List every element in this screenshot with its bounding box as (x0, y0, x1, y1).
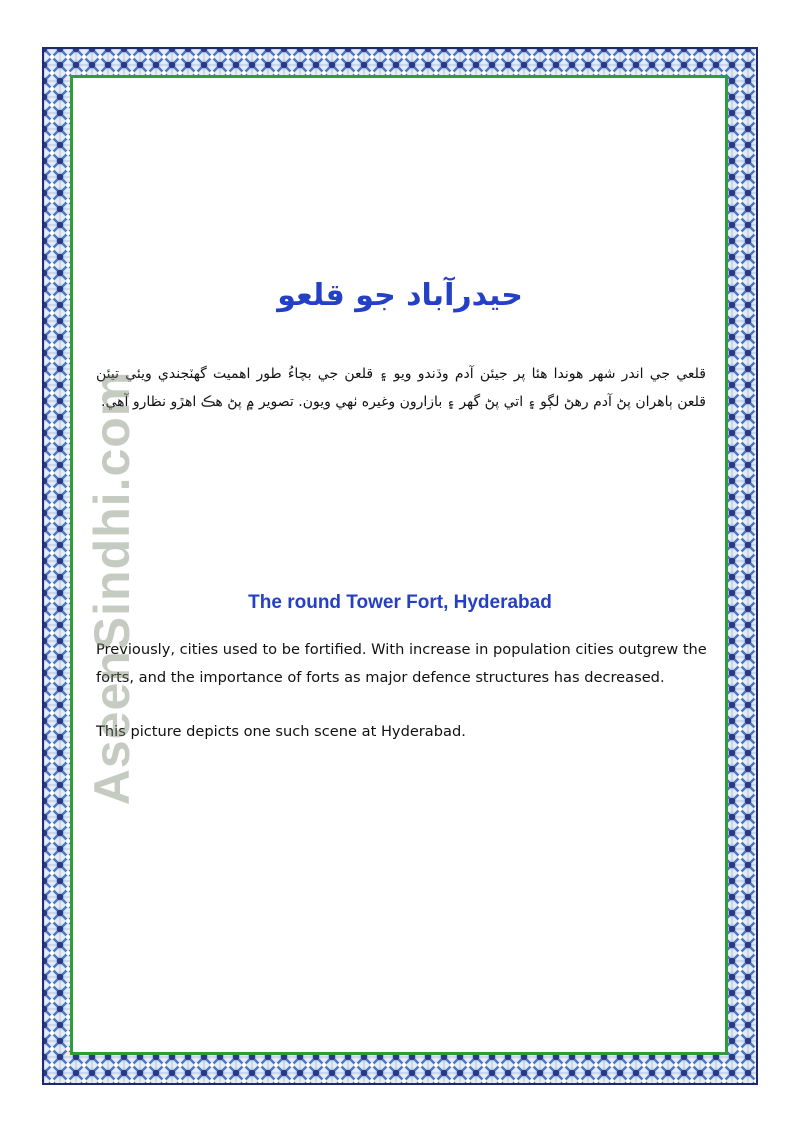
sindhi-paragraph: قلعي جي اندر شهر هوندا هئا پر جيئن آدم وڌندو ويو ۽ قلعن جي بچاءُ طور اهميت گهٽجندي ويئي تيئن قلعن ٻاهران پڻ آدم رهڻ لڳو ۽ اتي پڻ گهر ۽ بازارون وغيره ٺهي ويون. تصوير ۾ پڻ هڪ اهڙو نظارو آهي. (96, 366, 706, 410)
watermark-text: AseenSindhi.com (84, 370, 140, 806)
sindhi-title: حيدرآباد جو قلعو (277, 278, 523, 313)
english-title: The round Tower Fort, Hyderabad (248, 592, 552, 613)
content-area (70, 75, 728, 1055)
english-paragraph-1: Previously, cities used to be fortified. With increase in population cities outgrew the forts, and the importance of forts as major defence structures has decreased. (96, 641, 707, 686)
english-paragraph-2: This picture depicts one such scene at Hyderabad. (96, 723, 466, 740)
